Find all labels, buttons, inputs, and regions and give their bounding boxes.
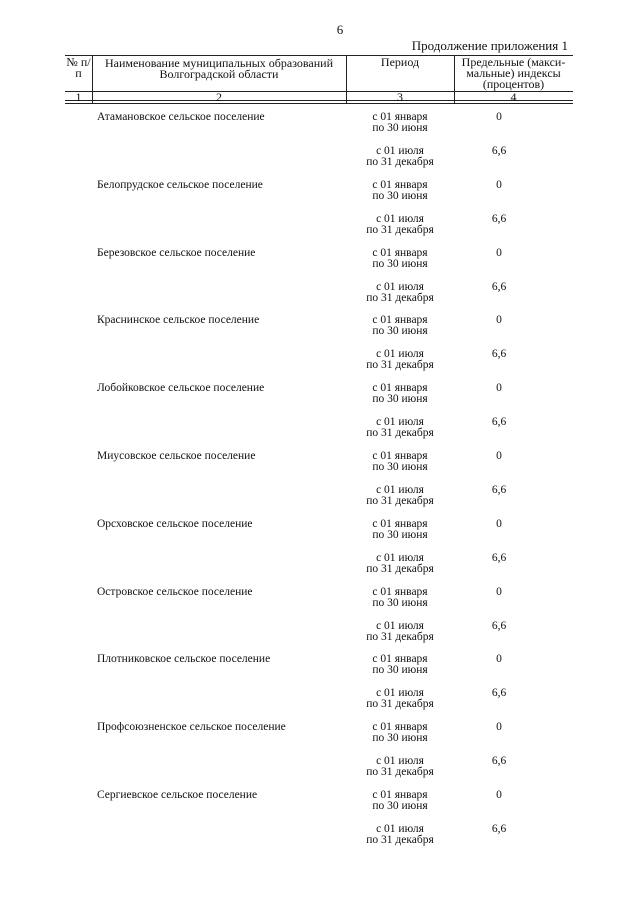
period-line: с 01 июля	[376, 483, 424, 496]
period-line: по 30 июня	[372, 189, 428, 202]
period-end	[346, 756, 454, 778]
index-value-first-half: 0	[496, 178, 502, 191]
column-number: 4	[510, 90, 517, 104]
column-number: 1	[65, 92, 93, 103]
period-end	[346, 146, 454, 168]
period-line: с 01 июля	[376, 551, 424, 564]
header-municipality: Наименование муниципальных образований Волгоградской области	[92, 56, 347, 102]
index-value-first-half: 0	[496, 382, 502, 395]
period-line: с 01 июля	[376, 755, 424, 768]
period-line: по 30 июня	[372, 664, 428, 677]
period-line: по 31 декабря	[366, 156, 434, 168]
period-start	[346, 112, 454, 134]
period-line: с 01 января	[372, 111, 428, 123]
period-line: по 31 декабря	[366, 562, 434, 575]
table-row	[65, 586, 573, 654]
period-start	[346, 451, 454, 473]
period-line: с 01 июля	[376, 687, 424, 700]
table-row	[65, 450, 573, 518]
header-period: Период	[346, 56, 455, 101]
period-line: с 01 января	[372, 382, 428, 395]
table-row	[65, 314, 573, 382]
period-line: по 31 декабря	[366, 494, 434, 507]
period-line: по 30 июня	[372, 460, 428, 473]
period-line: с 01 июля	[376, 822, 424, 835]
period-line: с 01 января	[372, 517, 428, 530]
period-line: с 01 января	[372, 178, 428, 191]
index-value-second-half: 6,6	[491, 755, 507, 768]
municipality-name: Атамановское сельское поселение	[97, 111, 265, 123]
period-line: с 01 января	[372, 246, 428, 259]
period-start	[346, 587, 454, 609]
period-line: с 01 января	[372, 653, 428, 666]
period-line: по 31 декабря	[366, 698, 434, 711]
index-value-first-half: 0	[496, 721, 502, 734]
index-value-second-half: 6,6	[491, 416, 507, 429]
period-start	[346, 722, 454, 744]
index-value-first-half: 0	[496, 653, 502, 666]
period-line: с 01 января	[372, 721, 428, 734]
period-line: по 30 июня	[372, 732, 428, 745]
municipality-name: Островское сельское поселение	[97, 585, 253, 598]
municipality-name: Миусовское сельское поселение	[97, 449, 256, 462]
period-line: с 01 июля	[376, 212, 424, 225]
period-line: с 01 июля	[376, 416, 424, 429]
header-index: Предельные (макси-мальные) индексы (процентов)	[461, 55, 566, 91]
period-line: по 30 июня	[372, 122, 428, 134]
municipality-name: Лобойковское сельское поселение	[97, 382, 265, 395]
municipality-name: Березовское сельское поселение	[97, 246, 256, 259]
period-start	[346, 180, 454, 202]
municipality-name: Профсоюзненское сельское поселение	[97, 721, 286, 734]
column-numbers-row	[65, 91, 573, 104]
table-row	[65, 518, 573, 586]
period-line: по 31 декабря	[366, 359, 434, 372]
index-value-second-half: 6,6	[491, 822, 507, 835]
period-start	[346, 790, 454, 812]
period-line: по 31 декабря	[366, 630, 434, 643]
period-line: по 31 декабря	[366, 223, 434, 236]
period-end	[346, 621, 454, 643]
period-start	[346, 519, 454, 541]
period-line: с 01 января	[372, 788, 428, 801]
column-number: 2	[92, 92, 347, 103]
period-line: по 31 декабря	[366, 427, 434, 440]
period-line: с 01 января	[372, 449, 428, 462]
period-line: с 01 июля	[376, 619, 424, 632]
page-number: 6	[336, 22, 344, 37]
period-line: по 30 июня	[372, 799, 428, 812]
index-value-second-half: 6,6	[491, 348, 507, 361]
period-line: с 01 июля	[376, 280, 424, 293]
period-end	[346, 485, 454, 507]
index-value-first-half: 0	[496, 449, 502, 462]
index-value-first-half: 0	[496, 585, 502, 598]
period-end	[346, 553, 454, 575]
municipality-name: Орсховское сельское поселение	[97, 517, 253, 530]
index-value-second-half: 6,6	[491, 551, 507, 564]
table-body	[65, 111, 573, 857]
index-value-first-half: 0	[496, 246, 502, 259]
index-value-second-half: 6,6	[491, 619, 507, 632]
municipality-name: Краснинское сельское поселение	[97, 314, 260, 327]
period-line: с 01 июля	[376, 348, 424, 361]
table-row	[65, 653, 573, 721]
period-end	[346, 214, 454, 236]
table-row	[65, 382, 573, 450]
period-end	[346, 688, 454, 710]
continuation-label: Продолжение приложения 1	[411, 38, 568, 53]
municipality-name: Сергиевское сельское поселение	[97, 788, 258, 801]
column-number: 3	[346, 92, 455, 103]
period-end	[346, 417, 454, 439]
header-number: № п/п	[65, 56, 93, 101]
index-value-first-half: 0	[496, 111, 502, 123]
index-value-first-half: 0	[496, 314, 502, 327]
period-start	[346, 654, 454, 676]
period-start	[346, 248, 454, 270]
table-row	[65, 721, 573, 789]
period-start	[346, 315, 454, 337]
period-end	[346, 282, 454, 304]
table-row	[65, 789, 573, 857]
period-end	[346, 824, 454, 846]
index-value-second-half: 6,6	[491, 687, 507, 700]
period-line: по 30 июня	[372, 596, 428, 609]
period-line: с 01 января	[372, 585, 428, 598]
table-row	[65, 247, 573, 315]
period-line: по 31 декабря	[366, 291, 434, 304]
index-value-first-half: 0	[496, 517, 502, 530]
period-line: по 30 июня	[372, 257, 428, 270]
index-value-second-half: 6,6	[491, 483, 507, 496]
index-value-second-half: 6,6	[491, 145, 507, 157]
table-row	[65, 111, 573, 179]
municipality-name: Белопрудское сельское поселение	[97, 178, 263, 191]
period-line: по 30 июня	[372, 528, 428, 541]
table-row	[65, 179, 573, 247]
period-line: по 31 декабря	[366, 833, 434, 846]
period-line: по 30 июня	[372, 393, 428, 406]
period-line: по 31 декабря	[366, 766, 434, 779]
index-value-first-half: 0	[496, 788, 502, 801]
municipality-name: Плотниковское сельское поселение	[97, 653, 271, 666]
period-line: по 30 июня	[372, 325, 428, 338]
period-line: с 01 июля	[376, 145, 424, 157]
period-line: с 01 января	[372, 314, 428, 327]
index-value-second-half: 6,6	[491, 280, 507, 293]
index-value-second-half: 6,6	[491, 212, 507, 225]
period-end	[346, 349, 454, 371]
period-start	[346, 383, 454, 405]
